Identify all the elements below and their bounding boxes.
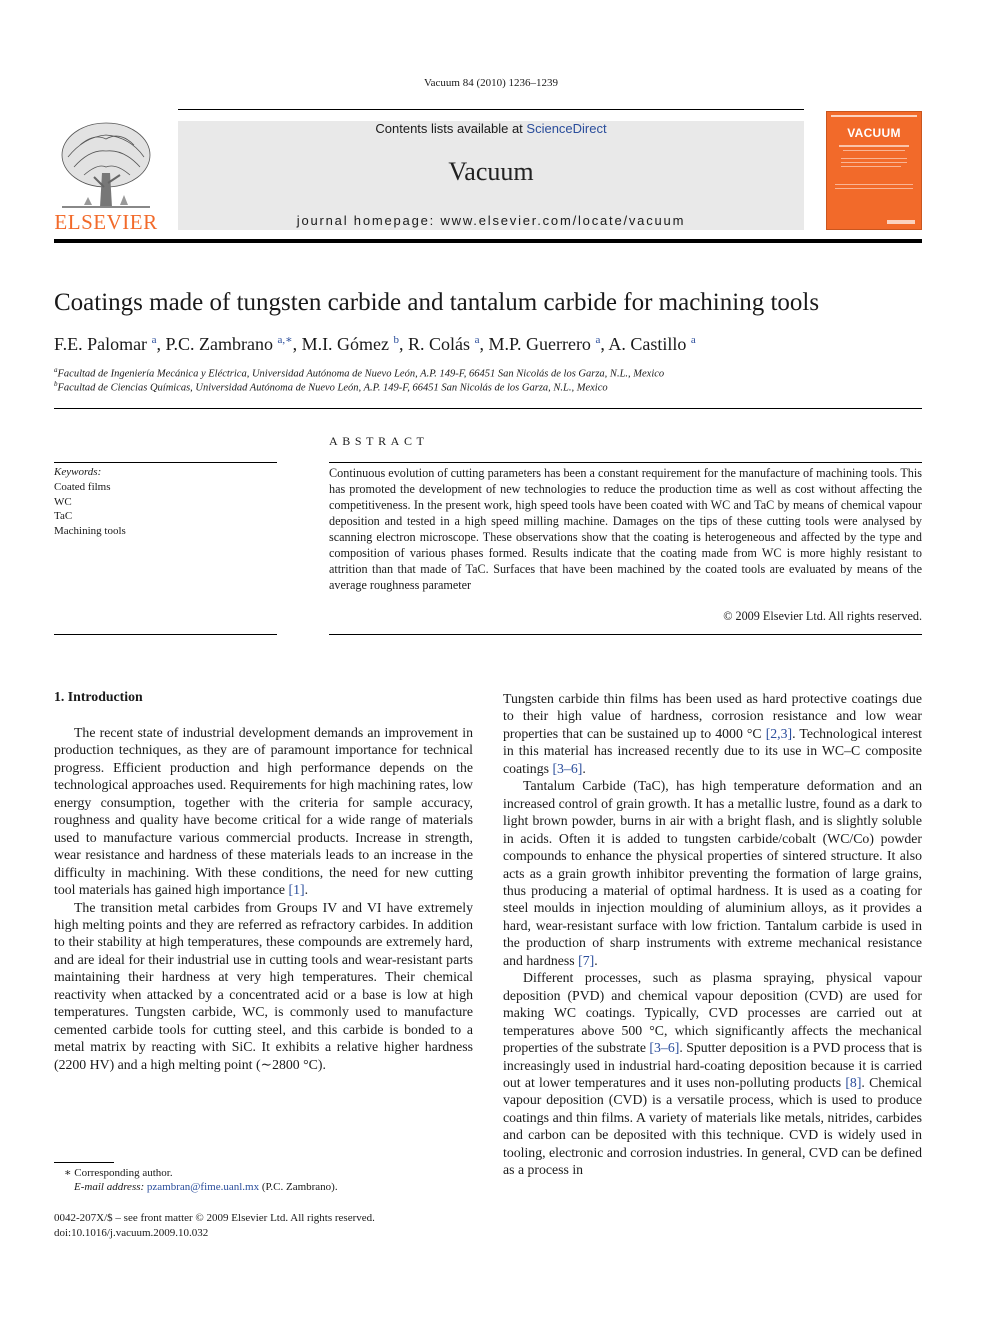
footnote-rule	[54, 1162, 114, 1163]
title-rule	[54, 408, 922, 409]
email-owner: (P.C. Zambrano).	[259, 1181, 338, 1193]
keyword-item: Coated films	[54, 481, 111, 493]
author-name: P.C. Zambrano	[165, 334, 273, 354]
paragraph-text: The recent state of industrial development demands an improvement in production techniques, as they are of paramount importance for technical progress. Efficient production and high performance depends on the technological approaches used. Requirements for high machining rates, low energy consumption, together with the criteria for sample accuracy, roughness and quality have become critical for a wide range of materials used to manufacture various commercial products. Increase in strength, wear resistance and hardness of these materials leads to an increase in the difficulty in machining. With these conditions, the need for new cutting tool materials has gained high importance	[54, 725, 473, 898]
paragraph-text: . Technological interest in this material has increased recently due to its use in WC–C composite coatings	[503, 725, 922, 776]
affiliation-marker: b	[54, 380, 58, 388]
author-list: F.E. Palomar $^a$, P.C. Zambrano $^{a,∗}$, M.I. Gómez $^b$, R. Colás $^a$, M.P. Guerrero $^a$, A. Castillo $^a$	[54, 334, 696, 354]
author	[608, 334, 695, 354]
author	[488, 334, 600, 354]
citation-link[interactable]: [8]	[845, 1074, 862, 1090]
paragraph-text: Tantalum Carbide (TaC), has high temperature deformation and an increased control of grain growth. It has a metallic lustre, found as a dark to light brown powder, burns in air with a bright flash, and is slightly soluble in acids. Often it is added to tungsten carbide/cobalt (WC/Co) powder compounds to enhance the physical properties of sintered structure. It also acts as a grain growth inhibitor preventing the formation of large grains, thus producing a material of optimal hardness. It is used as a coating for steel moulds in injection moulding of aluminium alloys, as it provides a hard, wear-resistant surface with low friction. Tantalum carbide is used in the production of sharp instruments with extreme mechanical resistance and hardness	[503, 778, 922, 968]
keywords-heading: Keywords:	[54, 466, 102, 478]
paragraph-text: Different processes, such as plasma spraying, physical vapour deposition (PVD) and chemical vapour deposition (CVD) are used for making WC coatings. Typically, CVD processes are carried out at temperatures above 500 °C, which significantly affects the mechanical properties of the substrate	[503, 970, 922, 1056]
author-affiliation-marker[interactable]: a	[595, 334, 601, 346]
body-paragraph	[54, 899, 473, 1074]
paragraph-text: .	[594, 952, 598, 968]
front-matter-note: 0042-207X/$ – see front matter © 2009 Elsevier Ltd. All rights reserved.	[54, 1212, 375, 1224]
author	[165, 334, 292, 354]
keyword-item: Machining tools	[54, 524, 126, 537]
email-label: E-mail address:	[74, 1181, 147, 1193]
top-rule	[178, 109, 804, 110]
citation-link[interactable]: [2,3]	[765, 725, 793, 741]
author-affiliation-marker[interactable]: b	[393, 334, 400, 346]
author-name: A. Castillo	[608, 334, 687, 354]
paragraph-text: .	[304, 882, 309, 898]
section-heading-introduction: 1. Introduction	[54, 689, 143, 704]
elsevier-logo[interactable]	[54, 117, 158, 233]
article-title: Coatings made of tungsten carbide and tantalum carbide for machining tools	[54, 289, 820, 316]
abstract-heading: ABSTRACT	[329, 434, 429, 448]
email-footnote	[74, 1181, 338, 1193]
journal-homepage-link[interactable]: journal homepage: www.elsevier.com/locate/vacuum	[296, 213, 686, 228]
author-affiliation-marker[interactable]: a,∗	[277, 334, 293, 346]
abstract-copyright: © 2009 Elsevier Ltd. All rights reserved.	[723, 609, 922, 623]
body-column-left	[54, 724, 473, 1073]
body-paragraph	[503, 969, 922, 1178]
author-name: F.E. Palomar	[54, 334, 148, 354]
affiliation-b	[54, 380, 934, 394]
affiliation-text: Facultad de Ingeniería Mecánica y Eléctrica, Universidad Autónoma de Nuevo León, A.P. 149-F, 66451 San Nicolás de los Garza, N.L., Mexico	[57, 368, 665, 380]
abstract-text: Continuous evolution of cutting parameters has been a constant requirement for the manufacture of machining tools. This has promoted the development of new technologies to reduce the production time as well as cost without affecting the competitiveness. In the present work, high speed tools have been coated with WC and TaC by means of chemical vapour deposition and tested in a high speed milling machine. Damages on the tips of these cutting tools were analysed by scanning electron microscope. These observations show that the coating is heterogeneous and affected by the type and composition of various phases formed. Results indicate that the coating made from WC is more highly resistant to attrition than that made of TaC. Surfaces that have been machined by the coated tools are evaluated by means of the average roughness parameter	[329, 466, 922, 592]
paragraph-text: . Chemical vapour deposition (CVD) is a versatile process, which is used to produce coatings and thin films. A variety of materials like metals, nitrides, carbides and carbon can be deposited with this technique. CVD is widely used in tooling, electronic and corrosion industries. In general, CVD can be defined as a process in	[503, 1074, 922, 1178]
doi-link[interactable]: doi:10.1016/j.vacuum.2009.10.032	[54, 1227, 209, 1239]
author	[54, 334, 156, 354]
citation-link[interactable]: [1]	[288, 882, 305, 898]
paragraph-text: . Sputter deposition is a PVD process that is increasingly used in industrial hard-coating deposition because it is carried out at lower temperatures and it uses non-polluting products	[503, 1040, 923, 1090]
keywords-rule-bottom	[54, 634, 277, 635]
author-affiliation-marker[interactable]: a	[690, 334, 696, 346]
body-paragraph	[503, 690, 922, 777]
author-name: M.I. Gómez	[301, 334, 390, 354]
corresponding-author-note: ∗ Corresponding author.	[64, 1167, 173, 1179]
keyword-item: TaC	[54, 510, 73, 522]
email-link[interactable]: pzambran@fime.uanl.mx	[146, 1181, 260, 1193]
cover-title: VACUUM	[847, 126, 901, 140]
author-affiliation-marker[interactable]: a	[474, 334, 480, 346]
body-column-right	[503, 690, 922, 1179]
paragraph-text: Tungsten carbide thin films has been used as hard protective coatings due to their high value of hardness, corrosion resistance and low wear properties that can be sustained up to 4000 °C	[503, 691, 922, 741]
author	[302, 334, 399, 354]
contents-prefix: Contents lists available at	[375, 121, 527, 136]
affiliation-marker: a	[54, 366, 58, 374]
abstract-rule-bottom	[329, 634, 922, 635]
paragraph-text: The transition metal carbides from Groups IV and VI have extremely high melting points and they are referred as refractory carbides. In addition to their stability at high temperatures, these compounds are extremely hard, and are ideal for their industrial use in cutting tools and wear-resistant parts maintaining their hardness at very high temperatures. Their chemical reactivity when attacked by a concentrated acid or a base is low at high temperatures. Tungsten carbide, WC, is commonly used to manufacture cemented carbide tools for cutting steel, and this carbide is bonded to a metal matrix by reacting with SiC. It exhibits a relative higher hardness (2200 HV) and a high melting point (∼2800 °C).	[54, 899, 473, 1072]
keywords-list	[54, 480, 126, 538]
body-paragraph	[54, 724, 473, 899]
journal-reference: Vacuum 84 (2010) 1236–1239	[423, 77, 559, 89]
author	[408, 334, 479, 354]
keywords-rule-top	[54, 462, 277, 463]
affiliation-text: Facultad de Ciencias Químicas, Universidad Autónoma de Nuevo León, A.P. 149-F, 66451 San Nicolás de los Garza, N.L., Mexico	[57, 382, 608, 394]
citation-link[interactable]: [3–6]	[552, 760, 583, 776]
sciencedirect-link[interactable]: ScienceDirect	[526, 121, 607, 136]
citation-link[interactable]: [3–6]	[649, 1040, 680, 1056]
author-name: R. Colás	[408, 334, 471, 354]
affiliation-a	[54, 366, 934, 380]
journal-title: Vacuum	[448, 157, 534, 186]
header-thick-rule	[54, 239, 922, 243]
body-paragraph	[503, 777, 922, 969]
paragraph-text: .	[582, 760, 586, 776]
citation-link[interactable]: [7]	[578, 952, 595, 968]
contents-line	[178, 121, 804, 136]
author-affiliation-marker[interactable]: a	[151, 334, 157, 346]
abstract-rule-top	[329, 462, 922, 463]
keyword-item: WC	[54, 495, 72, 508]
publisher-wordmark: ELSEVIER	[54, 210, 158, 234]
author-name: M.P. Guerrero	[488, 334, 591, 354]
